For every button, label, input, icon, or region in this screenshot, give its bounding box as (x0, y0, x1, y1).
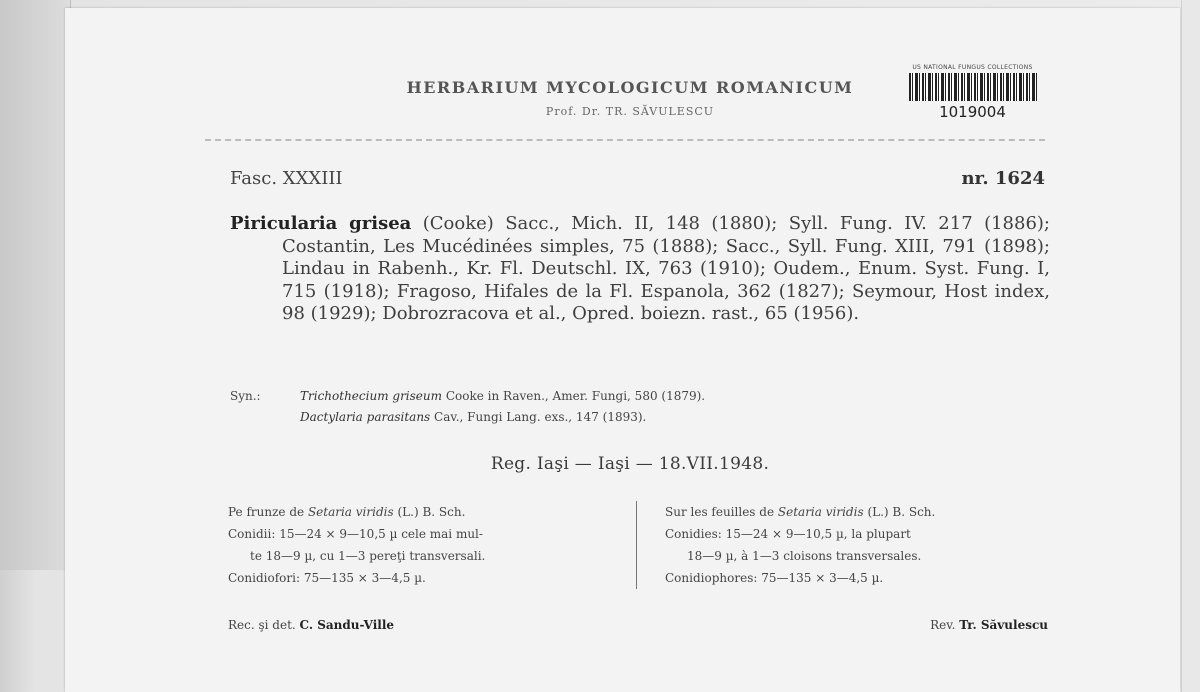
synonym-line (300, 386, 940, 407)
column-divider (636, 501, 637, 589)
barcode-number: 1019004 (939, 103, 1006, 121)
barcode-organization: US NATIONAL FUNGUS COLLECTIONS (912, 64, 1033, 71)
barcode-icon (909, 73, 1037, 101)
host-name: Setaria viridis (307, 505, 394, 519)
synonym-line (300, 407, 940, 428)
specimen-number: nr. 1624 (961, 168, 1045, 189)
host-line (665, 501, 1050, 523)
synonym-name: Trichothecium griseum (300, 389, 443, 403)
host-authority: (L.) B. Sch. (397, 505, 466, 519)
citation-text: (Cooke) Sacc., Mich. II, 148 (1880); Syll. Fung. IV. 217 (1886); Costantin, Les Mucédinées simples, 75 (1888); Sacc., Syll. Fung. XIII, 791 (1898); Lindau in Rabenh., Kr. Fl. Deutschl. IX, 763 (1910); Oudem., Enum. Syst. Fung. I, 715 (1918); Fragoso, Hifales de la Fl. Espanola, 362 (1827); Seymour, Host index, 98 (1929); Dobrozracova et al., Opred. boiezn. rast., 65 (1956). (282, 213, 1050, 324)
envelope-edge (0, 0, 71, 570)
taxon-name: Piricularia grisea (230, 213, 412, 234)
header-divider (205, 139, 1045, 141)
herbarium-curator: Prof. Dr. TR. SĂVULESCU (545, 105, 715, 118)
herbarium-label (65, 8, 1180, 692)
conidia-line: Conidii: 15—24 × 9—10,5 µ cele mai mul- (228, 527, 483, 541)
right-edge-strip (1181, 0, 1200, 692)
collector-prefix: Rec. şi det. (228, 618, 296, 632)
synonym-name: Dactylaria parasitans (300, 410, 431, 424)
locality-date: Reg. Iaşi — Iaşi — 18.VII.1948. (490, 454, 770, 474)
synonym-reference: Cav., Fungi Lang. exs., 147 (1893). (434, 410, 647, 424)
conidia-line-continued: te 18—9 µ, cu 1—3 pereţi transversali. (250, 549, 486, 563)
host-line (228, 501, 613, 523)
description-french (665, 501, 1050, 589)
synonym-reference: Cooke in Raven., Amer. Fungi, 580 (1879). (445, 389, 706, 403)
collector-credit (228, 618, 394, 632)
taxon-citation (230, 213, 1050, 326)
conidia-line-continued: 18—9 µ, à 1—3 cloisons transversales. (687, 549, 922, 563)
conidia-line: Conidies: 15—24 × 9—10,5 µ, la plupart (665, 527, 911, 541)
conidiophores-line: Conidiofori: 75—135 × 3—4,5 µ. (228, 571, 426, 585)
herbarium-title: HERBARIUM MYCOLOGICUM ROMANICUM (406, 78, 854, 97)
host-prefix: Pe frunze de (228, 505, 305, 519)
host-name: Setaria viridis (777, 505, 864, 519)
host-prefix: Sur les feuilles de (665, 505, 775, 519)
reviewer-credit (878, 618, 1048, 632)
synonyms-label: Syn.: (230, 389, 261, 403)
fascicle-label: Fasc. XXXIII (230, 168, 343, 189)
conidiophores-line: Conidiophores: 75—135 × 3—4,5 µ. (665, 571, 884, 585)
collector-name: C. Sandu-Ville (299, 618, 395, 632)
reviewer-prefix: Rev. (930, 618, 956, 632)
reviewer-name: Tr. Săvulescu (959, 618, 1048, 632)
description-romanian (228, 501, 613, 589)
host-authority: (L.) B. Sch. (867, 505, 936, 519)
barcode-block (900, 64, 1045, 134)
